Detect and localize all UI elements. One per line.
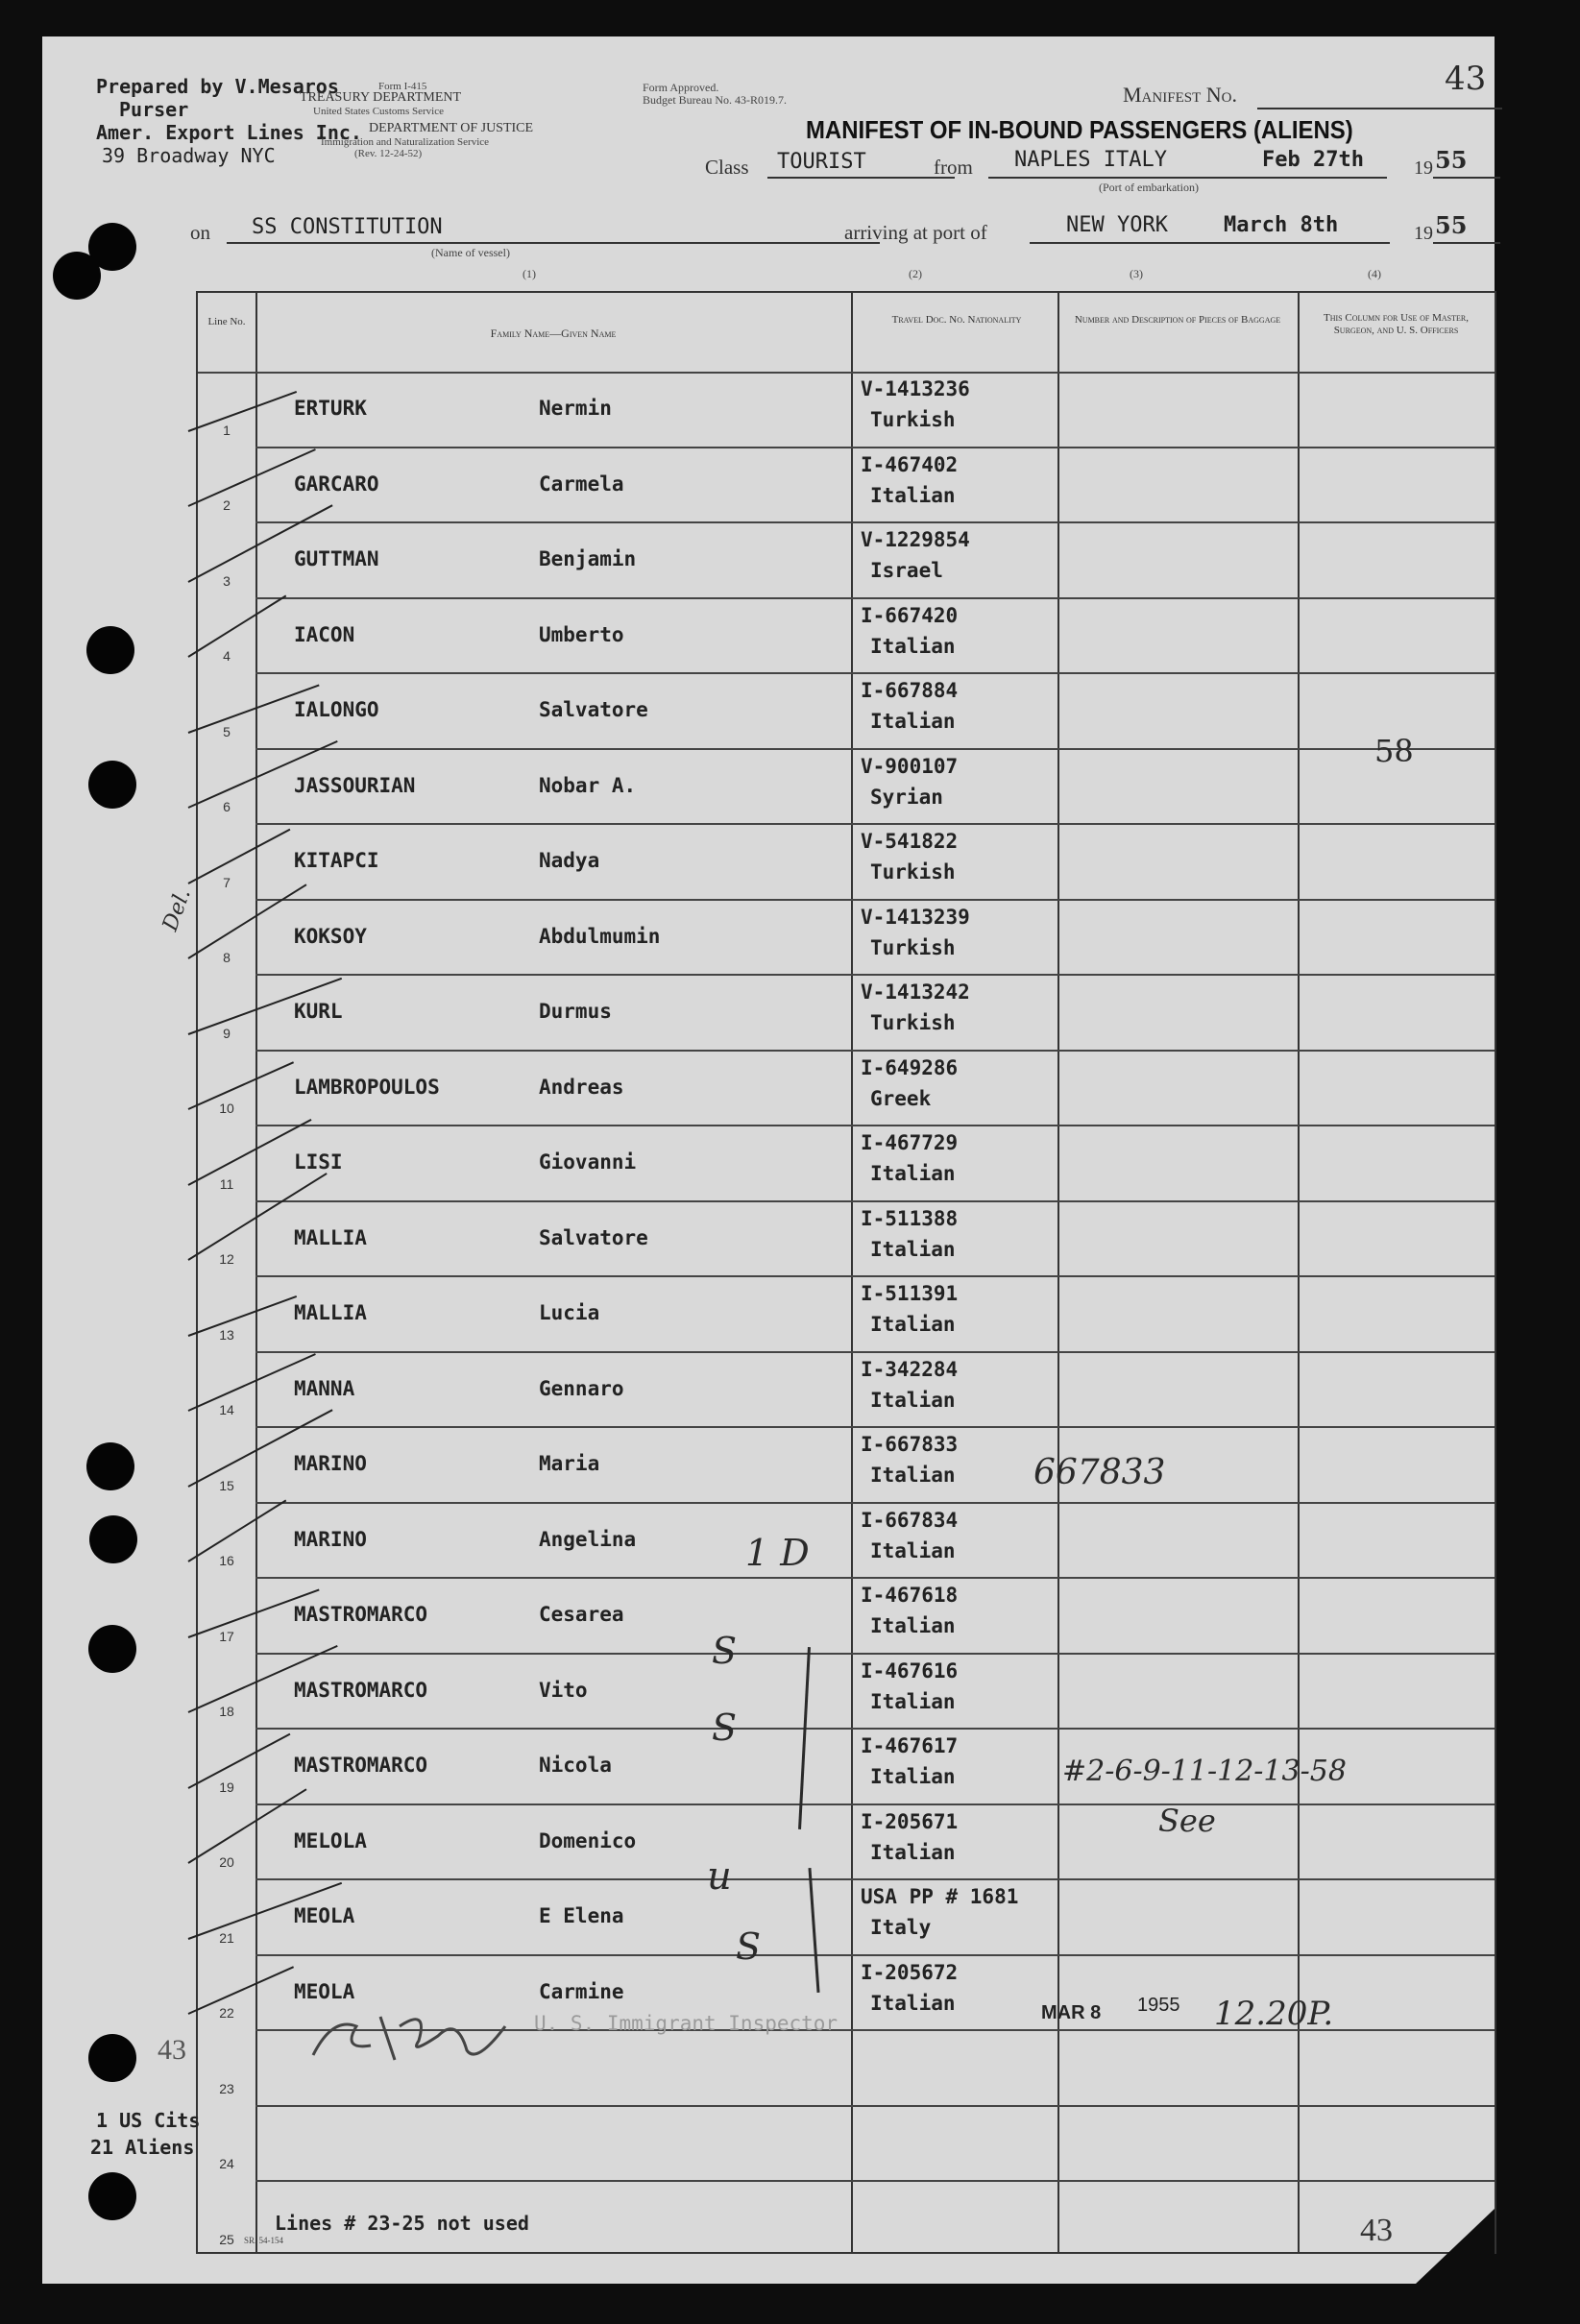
address: 39 Broadway NYC	[102, 144, 276, 167]
travel-doc-number: I-667833	[861, 1433, 959, 1456]
table-row	[198, 1879, 1495, 1955]
given-name: E Elena	[539, 1904, 624, 1927]
vessel-name: SS CONSTITUTION	[252, 215, 443, 239]
year-prefix-2: 19	[1414, 223, 1433, 244]
line-number: 22	[219, 2005, 234, 2021]
given-name: Gennaro	[539, 1376, 624, 1400]
port-embark-caption: (Port of embarkation)	[1099, 181, 1199, 194]
nationality: Italian	[870, 1464, 956, 1487]
table-row	[198, 673, 1495, 749]
nationality: Italian	[870, 1765, 956, 1788]
given-name: Nadya	[539, 849, 600, 872]
given-name: Angelina	[539, 1527, 637, 1551]
family-name: JASSOURIAN	[294, 773, 416, 797]
revision: (Rev. 12-24-52)	[354, 148, 423, 159]
col2-number: (2)	[909, 267, 922, 280]
table-row	[198, 372, 1495, 448]
family-name: MASTROMARCO	[294, 1603, 428, 1626]
line-number: 8	[223, 950, 231, 965]
family-name: MANNA	[294, 1376, 355, 1400]
hand-see-note: See	[1158, 1803, 1216, 1839]
left-count: 43	[158, 2034, 186, 2066]
stamp-date: MAR 8	[1041, 2002, 1102, 2023]
travel-doc-number: I-667834	[861, 1508, 959, 1532]
family-name: IALONGO	[294, 698, 379, 721]
purser: Purser	[119, 98, 189, 121]
travel-doc-number: USA PP # 1681	[861, 1885, 1019, 1908]
class-value: TOURIST	[777, 150, 866, 174]
nationality: Italian	[870, 1689, 956, 1713]
travel-doc-number: V-1413239	[861, 905, 970, 929]
officers-header: This Column for Use of Master, Surgeon, and U. S. Officers	[1324, 312, 1469, 336]
given-name: Salvatore	[539, 1225, 648, 1249]
hand-list-note: #2-6-9-11-12-13-58	[1062, 1755, 1347, 1788]
table-row	[198, 1201, 1495, 1277]
aliens-count: 21 Aliens	[90, 2136, 195, 2159]
nationality: Italy	[870, 1916, 932, 1939]
mark-s-row18: S	[712, 1630, 738, 1672]
line-number: 15	[219, 1477, 234, 1493]
line-number: 6	[223, 799, 231, 814]
family-name: MALLIA	[294, 1301, 367, 1324]
nationality: Italian	[870, 1991, 956, 2015]
line-number: 24	[219, 2156, 234, 2171]
given-name: Maria	[539, 1452, 600, 1475]
table-row	[198, 448, 1495, 523]
immigration-service: Immigration and Naturalization Service	[321, 136, 490, 148]
line-number: 4	[223, 648, 231, 664]
nationality: Italian	[870, 1614, 956, 1637]
given-name: Vito	[539, 1678, 588, 1702]
lines-not-used: Lines # 23-25 not used	[275, 2212, 529, 2235]
family-name: MALLIA	[294, 1225, 367, 1249]
family-name: MARINO	[294, 1527, 367, 1551]
line-number: 9	[223, 1025, 231, 1041]
line-number: 17	[219, 1628, 234, 1644]
punch-hole	[86, 626, 134, 674]
nationality: Israel	[870, 559, 943, 582]
travel-doc-number: I-205672	[861, 1960, 959, 1984]
line-number: 25	[219, 2231, 234, 2247]
punch-hole	[88, 761, 136, 809]
nationality: Italian	[870, 710, 956, 733]
given-name: Giovanni	[539, 1150, 637, 1174]
travel-doc-number: I-467616	[861, 1658, 959, 1682]
budget-bureau: Budget Bureau No. 43-R019.7.	[643, 93, 787, 107]
travel-doc-number: I-467729	[861, 1131, 959, 1154]
line-number: 2	[223, 497, 231, 513]
nationality: Italian	[870, 483, 956, 507]
nationality: Italian	[870, 1313, 956, 1336]
col1-number: (1)	[523, 267, 536, 280]
travel-doc-number: I-667420	[861, 603, 959, 627]
mark-s-row22: S	[736, 1925, 762, 1968]
table-row	[198, 1503, 1495, 1579]
page-number-top: 43	[1445, 60, 1487, 98]
line-number: 20	[219, 1854, 234, 1870]
form-approved: Form Approved.	[643, 81, 719, 94]
manifest-no-label: Manifest No.	[1123, 83, 1237, 107]
table-row	[198, 975, 1495, 1051]
nationality: Turkish	[870, 860, 956, 884]
family-name: KITAPCI	[294, 849, 379, 872]
page-number-bottom: 43	[1360, 2213, 1393, 2248]
travel-doc-number: V-1229854	[861, 528, 970, 551]
line-number: 13	[219, 1326, 234, 1343]
from-label: from	[934, 156, 973, 179]
family-name: LISI	[294, 1150, 343, 1174]
footer-code: SR. 54-154	[244, 2236, 284, 2245]
given-name: Carmine	[539, 1979, 624, 2003]
line-number: 12	[219, 1251, 234, 1267]
from-value: NAPLES ITALY	[1014, 148, 1167, 172]
table-row	[198, 1427, 1495, 1503]
table-row	[198, 1276, 1495, 1352]
table-row	[198, 1578, 1495, 1654]
nationality: Turkish	[870, 935, 956, 959]
departure-date: Feb 27th	[1262, 148, 1364, 172]
travel-doc-header: Travel Doc. No. Nationality	[891, 314, 1022, 326]
line-number: 5	[223, 723, 231, 739]
doc-correction-note: 667833	[1033, 1453, 1166, 1492]
justice-dept: DEPARTMENT OF JUSTICE	[369, 121, 534, 135]
mark-u-row21: u	[707, 1854, 732, 1899]
given-name: Abdulmumin	[539, 924, 661, 948]
form-number: Form I-415	[378, 81, 427, 92]
travel-doc-number: I-511391	[861, 1282, 959, 1305]
given-name: Domenico	[539, 1828, 637, 1852]
table-row	[198, 2106, 1495, 2182]
line-number: 14	[219, 1402, 234, 1417]
us-citizens-count: 1 US Cits	[96, 2109, 201, 2132]
given-name: Nicola	[539, 1754, 612, 1777]
given-name: Umberto	[539, 622, 624, 646]
table-row	[198, 1654, 1495, 1730]
nationality: Italian	[870, 1388, 956, 1412]
punch-hole	[89, 1515, 137, 1563]
baggage-header: Number and Description of Pieces of Baggage	[1074, 314, 1281, 326]
family-name: MEOLA	[294, 1979, 355, 2003]
travel-doc-number: I-667884	[861, 679, 959, 702]
line-no-header: Line No.	[207, 316, 246, 327]
punch-hole	[53, 252, 101, 300]
nationality: Italian	[870, 634, 956, 658]
punch-hole	[88, 2172, 136, 2220]
nationality: Turkish	[870, 1011, 956, 1034]
name-header: Family Name—Given Name	[490, 327, 617, 340]
line-number: 19	[219, 1779, 234, 1795]
travel-doc-number: V-1413242	[861, 980, 970, 1004]
mark-row16: 1 D	[745, 1532, 810, 1574]
table-row	[198, 1051, 1495, 1126]
given-name: Durmus	[539, 1000, 612, 1023]
punch-hole	[88, 1625, 136, 1673]
given-name: Andreas	[539, 1075, 624, 1099]
inspector-label: U. S. Immigrant Inspector	[534, 2012, 839, 2035]
line-number: 23	[219, 2080, 234, 2096]
travel-doc-number: I-467617	[861, 1734, 959, 1757]
year-suffix-2: 55	[1435, 211, 1468, 239]
line-number: 11	[219, 1175, 234, 1192]
nationality: Italian	[870, 1237, 956, 1261]
year-suffix-1: 55	[1435, 146, 1468, 174]
given-name: Cesarea	[539, 1603, 624, 1626]
prepared-by: Prepared by V.Mesaros	[96, 75, 339, 98]
travel-doc-number: V-541822	[861, 830, 959, 853]
nationality: Italian	[870, 1162, 956, 1185]
officer-note-row5: 58	[1374, 733, 1414, 769]
family-name: IACON	[294, 622, 355, 646]
travel-doc-number: I-511388	[861, 1206, 959, 1230]
mark-s-row19: S	[712, 1707, 738, 1749]
nationality: Italian	[870, 1840, 956, 1864]
arriving-label: arriving at port of	[844, 221, 987, 244]
punch-hole	[88, 2034, 136, 2082]
travel-doc-number: I-467618	[861, 1584, 959, 1607]
family-name: KURL	[294, 1000, 343, 1023]
stamp-time: 12.20P.	[1214, 1995, 1334, 2033]
family-name: LAMBROPOULOS	[294, 1075, 440, 1099]
row8-note: Del.	[158, 885, 196, 934]
line-number: 3	[223, 572, 231, 589]
arrival-port: NEW YORK	[1066, 213, 1168, 237]
table-row	[198, 1804, 1495, 1880]
table-row	[198, 598, 1495, 674]
table-row	[198, 522, 1495, 598]
line-number: 21	[219, 1929, 234, 1946]
travel-doc-number: I-205671	[861, 1809, 959, 1833]
treasury-dept: TREASURY DEPARTMENT	[300, 90, 462, 105]
table-row	[198, 1352, 1495, 1428]
nationality: Turkish	[870, 408, 956, 431]
corner-tear	[1416, 2209, 1495, 2284]
travel-doc-number: V-1413236	[861, 377, 970, 400]
manifest-title: MANIFEST OF IN-BOUND PASSENGERS (ALIENS)	[806, 115, 1353, 144]
family-name: MASTROMARCO	[294, 1678, 428, 1702]
travel-doc-number: I-467402	[861, 452, 959, 476]
line-number: 10	[219, 1101, 234, 1116]
line-number: 7	[223, 874, 231, 890]
travel-doc-number: I-649286	[861, 1055, 959, 1079]
family-name: MARINO	[294, 1452, 367, 1475]
family-name: GARCARO	[294, 472, 379, 496]
table-row	[198, 824, 1495, 900]
travel-doc-number: I-342284	[861, 1357, 959, 1381]
inspector-signature	[304, 1997, 524, 2074]
nationality: Greek	[870, 1086, 932, 1110]
col4-number: (4)	[1368, 267, 1381, 280]
year-prefix-1: 19	[1414, 157, 1433, 179]
line-number: 18	[219, 1704, 234, 1719]
family-name: MASTROMARCO	[294, 1754, 428, 1777]
family-name: MELOLA	[294, 1828, 367, 1852]
class-label: Class	[705, 156, 749, 179]
table-row	[198, 900, 1495, 976]
table-row	[198, 1126, 1495, 1201]
family-name: ERTURK	[294, 397, 367, 420]
travel-doc-number: V-900107	[861, 754, 959, 778]
stamp-year: 1955	[1137, 1995, 1180, 2016]
given-name: Salvatore	[539, 698, 648, 721]
line-number: 1	[223, 422, 231, 438]
vessel-caption: (Name of vessel)	[431, 246, 510, 259]
table-row	[198, 749, 1495, 825]
given-name: Carmela	[539, 472, 624, 496]
col3-number: (3)	[1130, 267, 1143, 280]
given-name: Nermin	[539, 397, 612, 420]
given-name: Benjamin	[539, 547, 637, 570]
on-label: on	[190, 221, 210, 244]
line-number: 16	[219, 1553, 234, 1568]
family-name: MEOLA	[294, 1904, 355, 1927]
customs-service: United States Customs Service	[313, 106, 444, 117]
manifest-page	[42, 36, 1495, 2284]
punch-hole	[86, 1442, 134, 1490]
family-name: GUTTMAN	[294, 547, 379, 570]
company: Amer. Export Lines Inc.	[96, 121, 362, 144]
given-name: Nobar A.	[539, 773, 637, 797]
given-name: Lucia	[539, 1301, 600, 1324]
arrival-date: March 8th	[1224, 213, 1339, 237]
nationality: Syrian	[870, 785, 943, 809]
nationality: Italian	[870, 1538, 956, 1562]
family-name: KOKSOY	[294, 924, 367, 948]
